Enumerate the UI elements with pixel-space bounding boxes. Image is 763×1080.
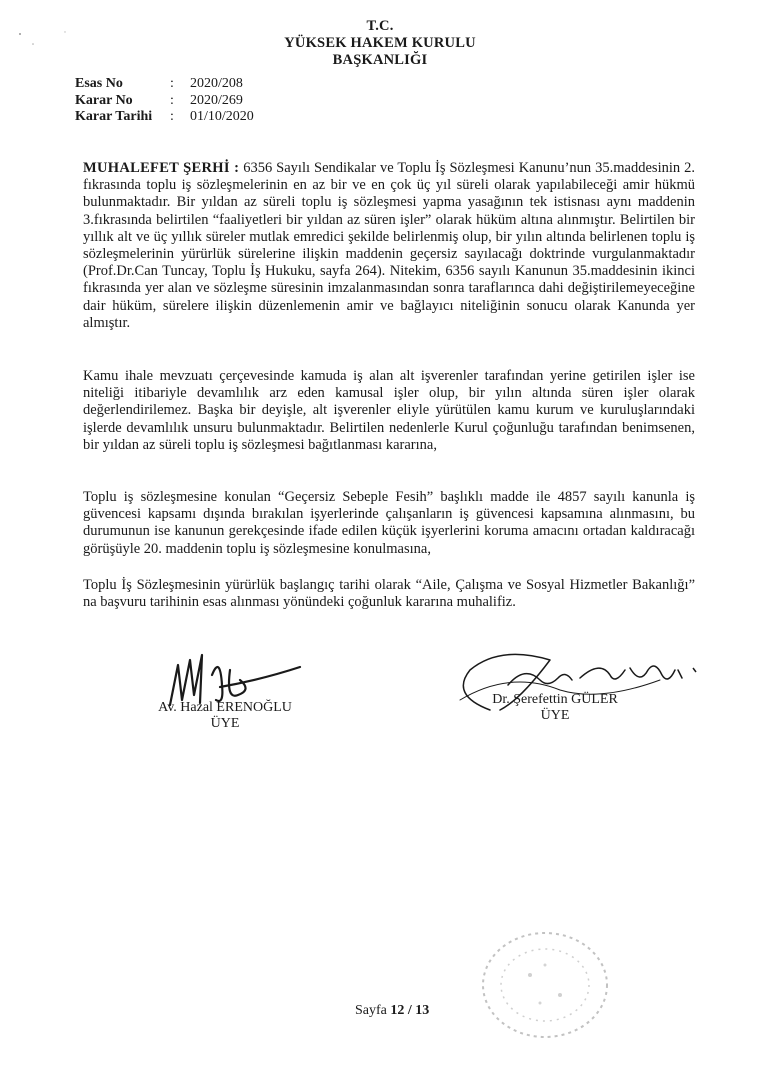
signatory-role: ÜYE — [210, 716, 240, 731]
official-stamp — [470, 925, 620, 1045]
meta-value: 2020/208 — [190, 76, 243, 91]
case-meta — [75, 76, 254, 126]
meta-colon: : — [170, 76, 174, 91]
page-number — [355, 1003, 429, 1019]
meta-label: Esas No — [75, 76, 123, 91]
page-count: 12 / 13 — [390, 1003, 430, 1018]
paragraph-dissent — [83, 160, 695, 332]
meta-colon: : — [170, 109, 174, 124]
meta-row-karar-tarihi — [75, 109, 254, 126]
header-line-presidency: BAŞKANLIĞI — [332, 52, 428, 68]
document-header — [240, 18, 520, 69]
meta-label: Karar No — [75, 92, 133, 108]
meta-label: Karar Tarihi — [75, 109, 153, 124]
meta-row-esas — [75, 76, 254, 93]
signatory-role: ÜYE — [540, 708, 570, 723]
dissent-label: MUHALEFET ŞERHİ : — [83, 160, 240, 176]
paragraph-invalid-termination: Toplu iş sözleşmesine konulan “Geçersiz Sebeple Fesih” başlıklı madde ile 4857 sayılı kanunla iş güvencesi kapsamı dışında bırakılan işyerlerinde çalışanların iş güvencesi kapsamına alınmasını, bu durumunun ise kanunun gerekçesinde ifade edilen küçük işyerlerini koruma amacını ortadan kaldıracağı görüşüyle 20. maddenin toplu iş sözleşmesine konulmasına, — [83, 489, 695, 557]
meta-row-karar — [75, 93, 254, 110]
dissent-text: 6356 Sayılı Sendikalar ve Toplu İş Sözleşmesi Kanunu’nun 35.maddesinin 2. fıkrasında toplu iş sözleşmelerinin en az bir ve en çok üç yıl süreli olarak yapılabileceği amir hükmü bulunmaktadır. Bir yıldan az süreli toplu iş sözleşmesi yapma yasağının tek istisnası aynı maddenin 3.fıkrasında belirtilen “faaliyetleri bir yıldan az süren işler” olarak hüküm altına alınmıştır. Belirtilen bir yıllık alt ve üç yıllık süreler mutlak emredici şekilde belirlenmiş olup, bir yılın altında belirlenen toplu iş sözleşmelerinin yürürlük sürelerine ilişkin maddenin geçersiz sayılacağı doktrinde vurgulanmaktadır (Prof.Dr.Can Tuncay, Toplu İş Hukuku, sayfa 264). Nitekim, 6356 sayılı Kanunun 35.maddesinin ikinci fıkrasında yer alan ve sözleşme süresinin imzalanmasından sonra taraflarınca dahi değiştirilemeyeceğine dair hüküm, sürelere ilişkin düzenlemenin amir ve bağlayıcı niteliğinin sonucu olarak Kanunda yer almıştır. — [83, 160, 695, 331]
signatory-left — [140, 700, 310, 732]
signatory-name: Dr. Şerefettin GÜLER — [492, 692, 618, 707]
page-prefix: Sayfa — [355, 1003, 391, 1018]
scan-specks — [15, 28, 75, 58]
header-line-institution: YÜKSEK HAKEM KURULU — [284, 35, 476, 51]
meta-value: 01/10/2020 — [190, 109, 254, 124]
meta-colon: : — [170, 92, 174, 108]
paragraph-effective-date: Toplu İş Sözleşmesinin yürürlük başlangıç tarihi olarak “Aile, Çalışma ve Sosyal Hizmetler Bakanlığı” na başvuru tarihinin esas alınması yönündeki çoğunluk kararına muhalifiz. — [83, 577, 695, 611]
header-line-tc: T.C. — [366, 18, 394, 34]
paragraph-public-tender: Kamu ihale mevzuatı çerçevesinde kamuda iş alan alt işverenler tarafından yerine getirilen işler ise niteliği itibariyle devamlılık arz eden kamusal işler olup, bir yılın altında süren işler olarak değerlendirilemez. Başka bir deyişle, alt işverenler eliyle yürütülen kamu kurum ve kuruluşlarındaki işlerde devamlılık unsuru bulunmaktadır. Belirtilen nedenlerle Kurul çoğunluğu tarafından benimsenen, bir yıldan az süreli toplu iş sözleşmesi bağıtlanması kararına, — [83, 368, 695, 453]
meta-value: 2020/269 — [190, 92, 243, 108]
signatory-right — [470, 692, 640, 724]
signatory-name: Av. Hazal ERENOĞLU — [158, 700, 292, 715]
